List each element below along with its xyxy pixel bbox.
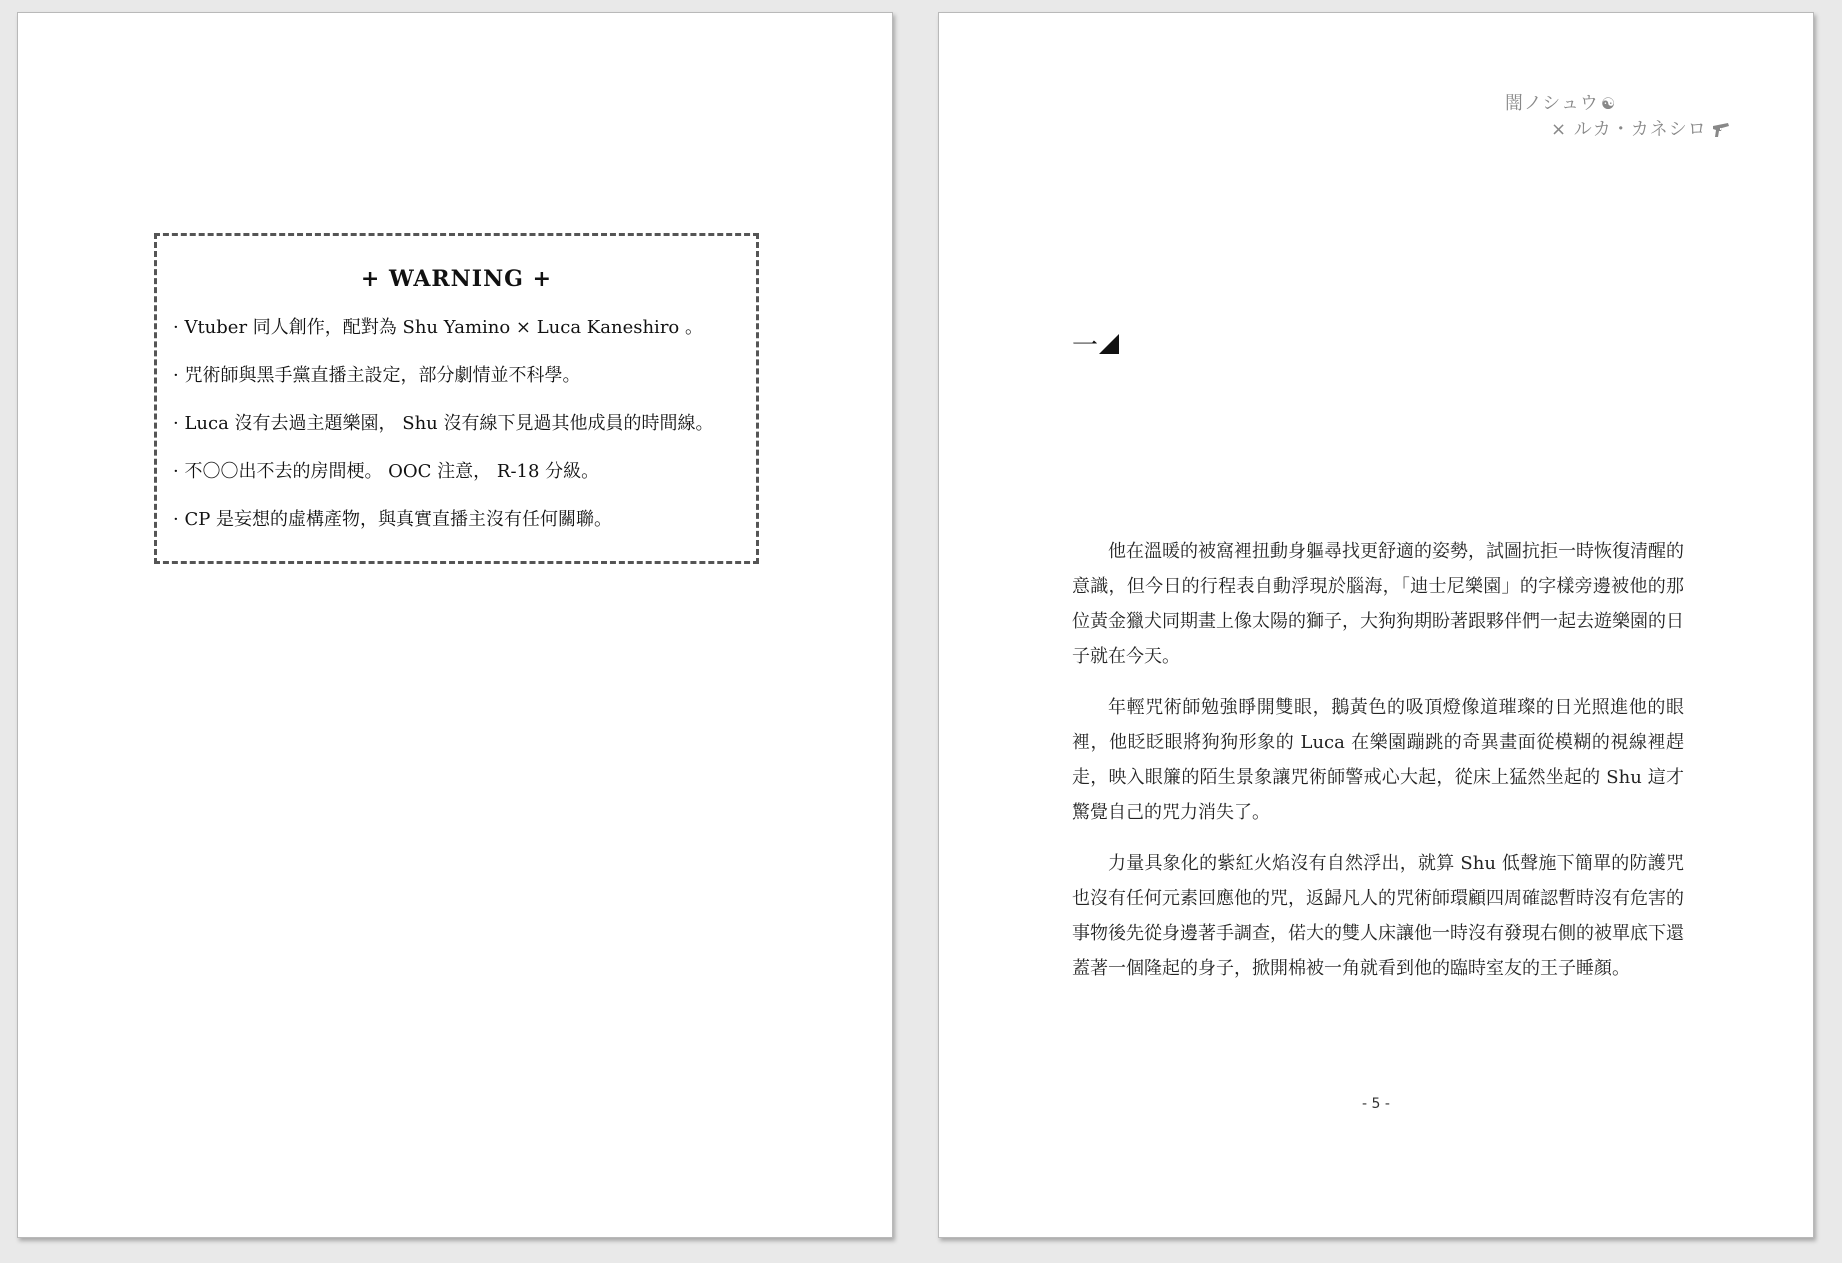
gun-icon bbox=[1711, 120, 1731, 140]
header-name-shu: 闇ノシュウ bbox=[1505, 93, 1599, 114]
paragraph: 力量具象化的紫紅火焰沒有自然浮出，就算 Shu 低聲施下簡單的防護咒也沒有任何元素回應他的咒，返歸凡人的咒術師環顧四周確認暫時沒有危害的事物後先從身邊著手調查，偌大的雙人床讓他一時沒有發現右側的被單底下還蓋著一個隆起的身子，掀開棉被一角就看到他的臨時室友的王子睡顏。 bbox=[1072, 853, 1684, 979]
running-header bbox=[1505, 91, 1731, 143]
page-number: - 5 - bbox=[1362, 1096, 1390, 1112]
left-page bbox=[17, 12, 893, 1238]
header-line-shu bbox=[1505, 91, 1731, 117]
header-line-luca bbox=[1505, 117, 1731, 143]
warning-item: · Luca 沒有去過主題樂園， Shu 沒有線下見過其他成員的時間線。 bbox=[173, 413, 714, 434]
corner-mark-icon bbox=[1099, 334, 1119, 354]
paragraph: 他在溫暖的被窩裡扭動身軀尋找更舒適的姿勢，試圖抗拒一時恢復清醒的意識，但今日的行程表自動浮現於腦海，「迪士尼樂園」的字樣旁邊被他的那位黃金獵犬同期畫上像太陽的獅子，大狗狗期盼著跟夥伴們一起去遊樂園的日子就在今天。 bbox=[1072, 541, 1684, 667]
right-page bbox=[938, 12, 1814, 1238]
chapter-number: 一 bbox=[1072, 331, 1099, 361]
paragraph: 年輕咒術師勉強睜開雙眼，鵝黃色的吸頂燈像道璀璨的日光照進他的眼裡，他眨眨眼將狗狗形象的 Luca 在樂園蹦跳的奇異畫面從模糊的視線裡趕走，映入眼簾的陌生景象讓咒術師警戒心大起，從床上猛然坐起的 Shu 這才驚覺自己的咒力消失了。 bbox=[1072, 697, 1684, 823]
warning-item: · Vtuber 同人創作，配對為 Shu Yamino × Luca Kaneshiro 。 bbox=[173, 317, 703, 338]
warning-item: · CP 是妄想的虛構產物，與真實直播主沒有任何關聯。 bbox=[173, 509, 613, 530]
warning-title: + WARNING + bbox=[360, 266, 553, 292]
yin-yang-icon: ☯ bbox=[1600, 94, 1617, 113]
warning-item: · 咒術師與黑手黨直播主設定，部分劇情並不科學。 bbox=[173, 365, 581, 386]
header-name-luca: × ルカ・カネシロ bbox=[1551, 119, 1707, 140]
chapter-heading bbox=[1072, 325, 1119, 362]
warning-box bbox=[154, 233, 759, 564]
warning-list bbox=[173, 304, 713, 544]
body-text bbox=[1072, 534, 1684, 1002]
warning-item: · 不〇〇出不去的房間梗。 OOC 注意， R-18 分級。 bbox=[173, 461, 600, 482]
